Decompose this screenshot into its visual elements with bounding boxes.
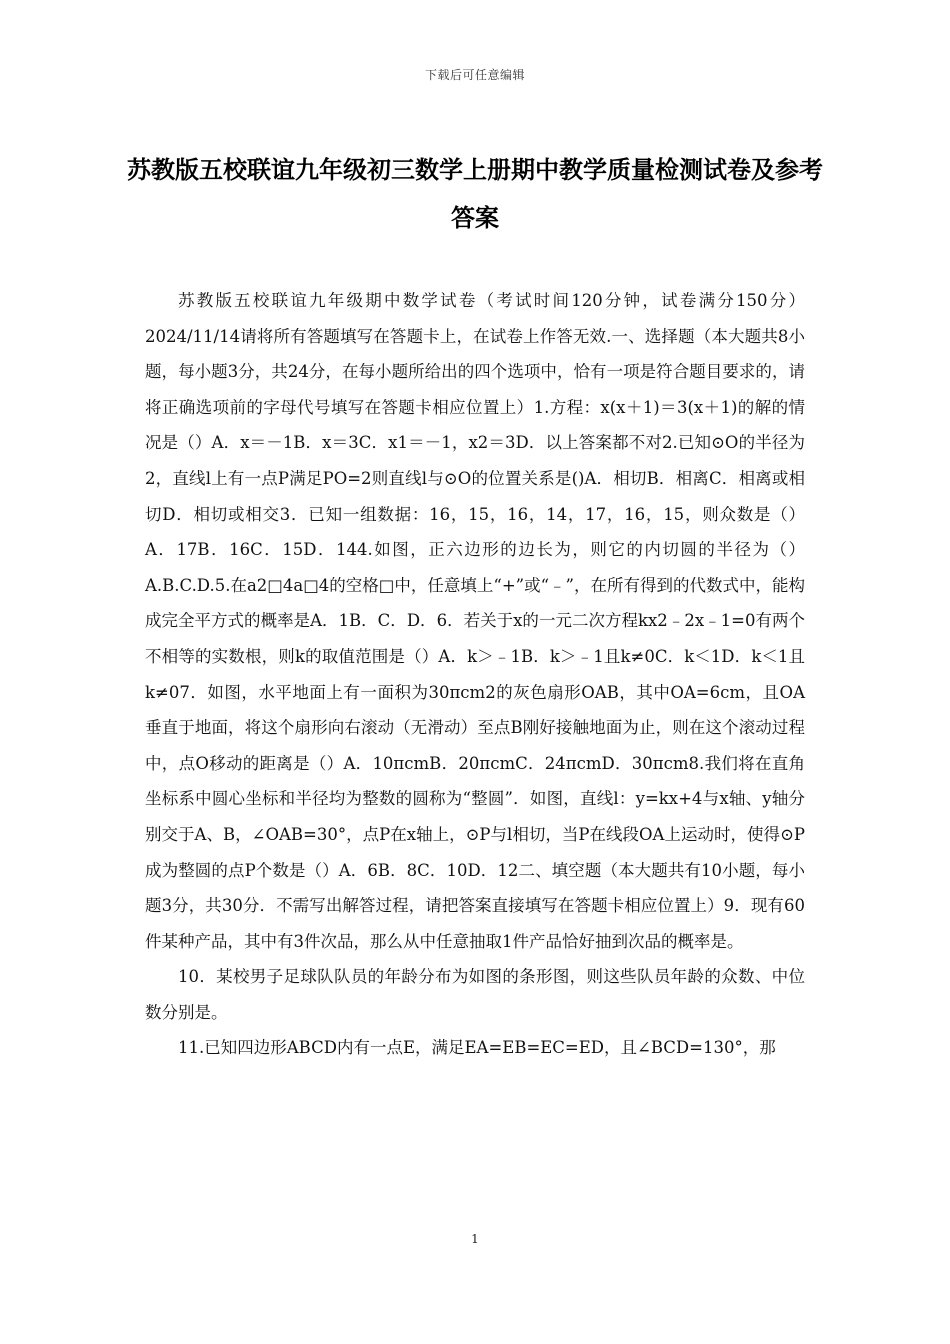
page-number: 1 xyxy=(471,1232,479,1246)
page-header-note: 下载后可任意编辑 xyxy=(424,68,525,82)
body-paragraph-2: 10．某校男子足球队队员的年龄分布为如图的条形图，则这些队员年龄的众数、中位数分别是。 xyxy=(145,967,805,1022)
body-paragraph-3: 11.已知四边形ABCD内有一点E，满足EA=EB=EC=ED，且∠BCD=130°，那 xyxy=(178,1038,776,1058)
body-paragraph-1: 苏教版五校联谊九年级期中数学试卷（考试时间120分钟，试卷满分150分）2024/11/14请将所有答题填写在答题卡上，在试卷上作答无效.一、选择题（本大题共8小题，每小题3分，共24分，在每小题所给出的四个选项中，恰有一项是符合题目要求的，请将正确选项前的字母代号填写在答题卡相应位置上）1.方程：x(x＋1)＝3(x＋1)的解的情况是（）A．x＝－1B．x＝3C．x1＝－1，x2＝3D．以上答案都不对2.已知⊙O的半径为2，直线l上有一点P满足PO=2则直线l与⊙O的位置关系是()A．相切B．相离C．相离或相切D．相切或相交3．已知一组数据：16，15，16，14，17，16，15，则众数是（）A．17B．16C．15D．144.如图，正六边形的边长为，则它的内切圆的半径为（）A.B.C.D.5.在a2□4a□4的空格□中，任意填上“+”或“﹣”，在所有得到的代数式中，能构成完全平方式的概率是A．1B．C．D．6．若关于x的一元二次方程kx2﹣2x﹣1=0有两个不相等的实数根，则k的取值范围是（）A．k＞﹣1B．k＞﹣1且k≠0C．k＜1D．k＜1且k≠07．如图，水平地面上有一面积为30πcm2的灰色扇形OAB，其中OA=6cm，且OA垂直于地面，将这个扇形向右滚动（无滑动）至点B刚好接触地面为止，则在这个滚动过程中，点O移动的距离是（）A．10πcmB．20πcmC．24πcmD．30πcm8.我们将在直角坐标系中圆心坐标和半径均为整数的圆称为“整圆”．如图，直线l：y=kx+4与x轴、y轴分别交于A、B，∠OAB=30°，点P在x轴上，⊙P与l相切，当P在线段OA上运动时，使得⊙P成为整圆的点P个数是（）A．6B．8C．10D．12二、填空题（本大题共有10小题，每小题3分，共30分．不需写出解答过程，请把答案直接填写在答题卡相应位置上）9．现有60件某种产品，其中有3件次品，那么从中任意抽取1件产品恰好抽到次品的概率是。 xyxy=(145,291,805,951)
document-body xyxy=(145,283,805,1066)
document-title: 苏教版五校联谊九年级初三数学上册期中教学质量检测试卷及参考答案 xyxy=(127,156,823,232)
